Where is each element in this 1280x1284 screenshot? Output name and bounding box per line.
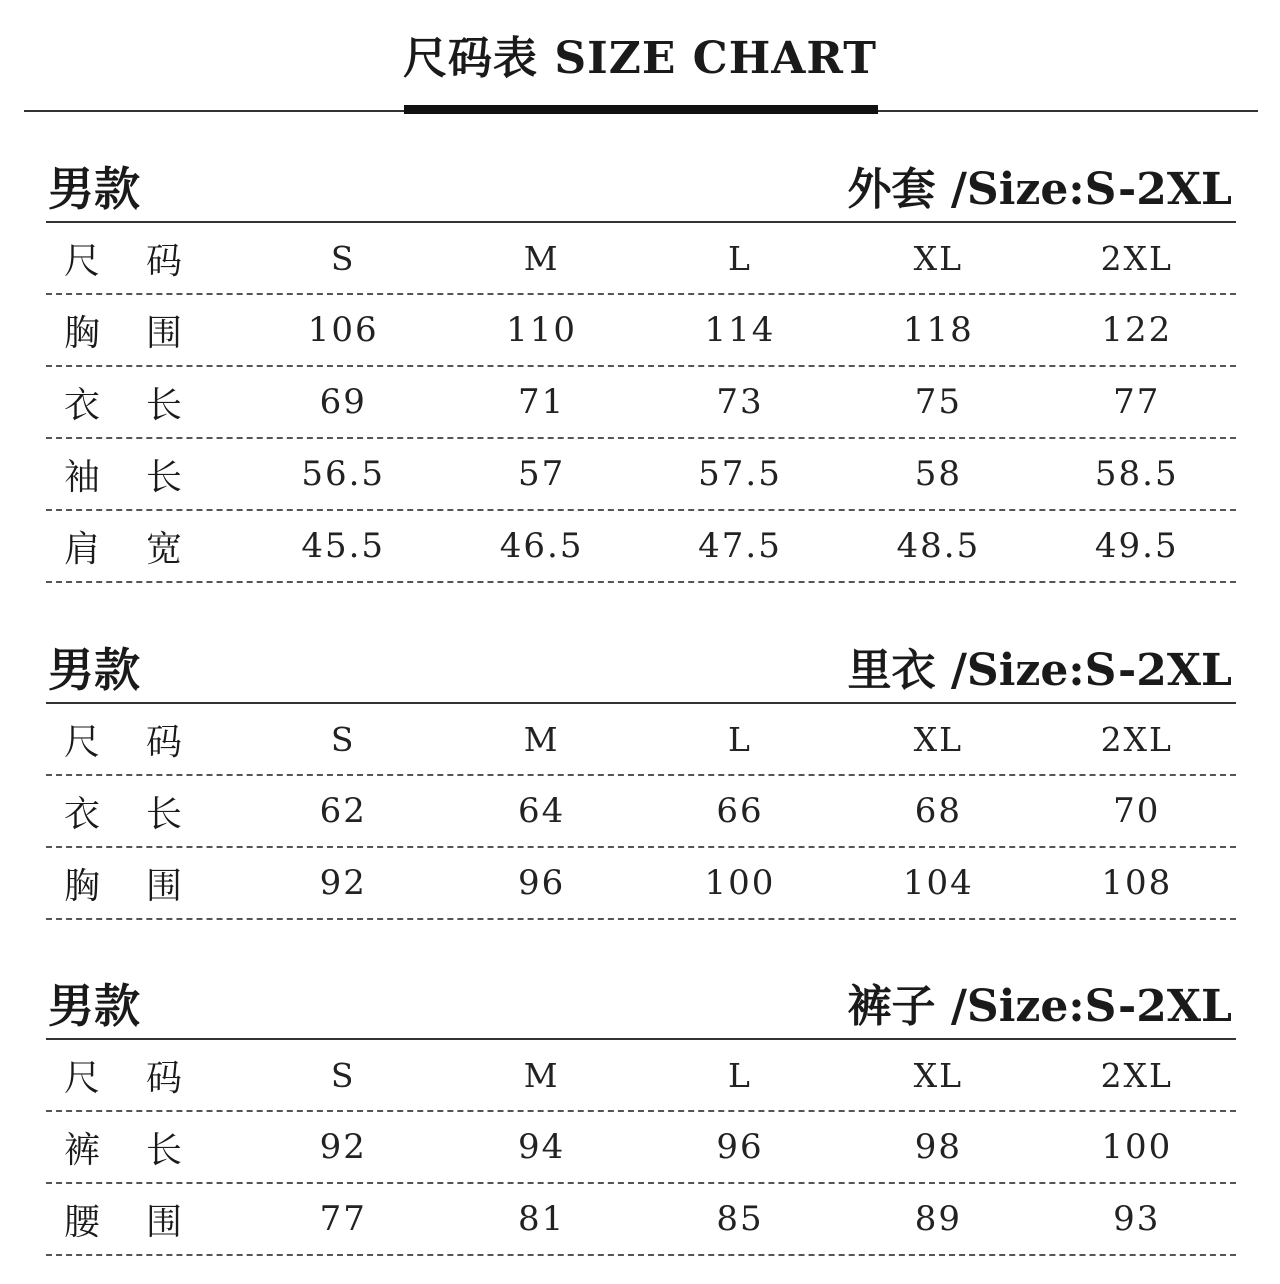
row-label xyxy=(46,1122,244,1173)
table-row xyxy=(46,367,1236,439)
table-cell: 85 xyxy=(716,1199,764,1239)
table-cell: 96 xyxy=(716,1127,764,1167)
row-label xyxy=(46,233,244,284)
table-cell: 110 xyxy=(506,310,578,350)
row-label xyxy=(46,449,244,500)
row-label-char: 尺 xyxy=(64,1057,101,1099)
size-header-cell: S xyxy=(330,719,356,759)
section-garment-label: 外套 /Size:S-2XL xyxy=(847,164,1232,215)
row-label-char: 长 xyxy=(146,384,183,426)
table-cell: 70 xyxy=(1113,791,1161,831)
table-row xyxy=(46,1112,1236,1184)
section-garment-label: 里衣 /Size:S-2XL xyxy=(847,645,1232,696)
table-header-row xyxy=(46,704,1236,776)
table-cell: 98 xyxy=(914,1127,963,1167)
section-gender-label: 男款 xyxy=(48,979,140,1033)
row-label-char: 码 xyxy=(146,240,183,282)
table-row xyxy=(46,848,1236,920)
size-header-cell: L xyxy=(728,238,752,278)
row-label xyxy=(46,858,244,909)
table-cell: 114 xyxy=(704,310,776,350)
row-label-char: 围 xyxy=(146,1201,183,1243)
size-header-cell: M xyxy=(523,719,560,759)
row-label-char: 宽 xyxy=(146,528,183,570)
table-header-row xyxy=(46,223,1236,295)
size-header-cell: 2XL xyxy=(1100,1055,1173,1095)
size-header-cell: XL xyxy=(913,1055,964,1095)
table-cell: 47.5 xyxy=(698,526,782,566)
row-label xyxy=(46,305,244,356)
row-label-char: 袖 xyxy=(64,456,101,498)
table-cell: 77 xyxy=(319,1199,367,1239)
table-cell: 69 xyxy=(319,382,367,422)
size-header-cell: S xyxy=(330,238,356,278)
row-label-char: 衣 xyxy=(64,384,101,426)
row-label xyxy=(46,1194,244,1245)
row-label-char: 长 xyxy=(146,793,183,835)
title-underline-bar xyxy=(404,105,878,114)
table-cell: 94 xyxy=(517,1127,566,1167)
row-label-char: 腰 xyxy=(64,1201,101,1243)
table-cell: 93 xyxy=(1113,1199,1161,1239)
table-cell: 49.5 xyxy=(1094,526,1179,566)
row-label-char: 衣 xyxy=(64,793,101,835)
table-cell: 66 xyxy=(716,791,764,831)
size-section-pants xyxy=(46,962,1236,1256)
table-cell: 57.5 xyxy=(698,454,782,494)
table-cell: 100 xyxy=(1101,1127,1173,1167)
table-cell: 106 xyxy=(307,310,379,350)
size-header-cell: XL xyxy=(913,719,964,759)
table-header-row xyxy=(46,1040,1236,1112)
size-section-inner xyxy=(46,626,1236,920)
table-cell: 71 xyxy=(517,382,566,422)
row-label-char: 码 xyxy=(146,1057,183,1099)
table-cell: 108 xyxy=(1101,863,1173,903)
table-cell: 56.5 xyxy=(301,454,386,494)
table-row xyxy=(46,776,1236,848)
table-cell: 57 xyxy=(517,454,566,494)
section-gender-label: 男款 xyxy=(48,162,140,216)
section-gender-label: 男款 xyxy=(48,643,140,697)
table-cell: 58.5 xyxy=(1094,454,1179,494)
row-label-char: 围 xyxy=(146,312,183,354)
table-cell: 62 xyxy=(319,791,367,831)
table-cell: 48.5 xyxy=(896,526,981,566)
section-garment-label: 裤子 /Size:S-2XL xyxy=(847,981,1232,1032)
size-header-cell: 2XL xyxy=(1100,719,1173,759)
table-cell: 96 xyxy=(517,863,566,903)
size-header-cell: M xyxy=(523,1055,560,1095)
table-cell: 45.5 xyxy=(301,526,386,566)
section-header xyxy=(46,962,1236,1040)
size-header-cell: 2XL xyxy=(1100,238,1173,278)
table-cell: 64 xyxy=(517,791,566,831)
row-label xyxy=(46,714,244,765)
size-header-cell: XL xyxy=(913,238,964,278)
page-title: 尺码表 SIZE CHART xyxy=(403,33,877,84)
row-label-char: 长 xyxy=(146,456,183,498)
row-label xyxy=(46,377,244,428)
size-header-cell: L xyxy=(728,719,752,759)
row-label-char: 尺 xyxy=(64,721,101,763)
section-header xyxy=(46,145,1236,223)
row-label-char: 肩 xyxy=(64,528,101,570)
row-label xyxy=(46,786,244,837)
row-label-char: 胸 xyxy=(64,865,101,907)
table-cell: 81 xyxy=(517,1199,566,1239)
row-label-char: 码 xyxy=(146,721,183,763)
row-label-char: 长 xyxy=(146,1129,183,1171)
table-cell: 75 xyxy=(914,382,963,422)
row-label-char: 裤 xyxy=(64,1129,101,1171)
table-row xyxy=(46,1184,1236,1256)
table-cell: 122 xyxy=(1101,310,1173,350)
table-cell: 118 xyxy=(902,310,974,350)
size-header-cell: L xyxy=(728,1055,752,1095)
row-label xyxy=(46,1050,244,1101)
table-row xyxy=(46,511,1236,583)
table-cell: 92 xyxy=(319,863,367,903)
table-cell: 73 xyxy=(716,382,764,422)
table-cell: 104 xyxy=(902,863,974,903)
table-cell: 77 xyxy=(1113,382,1161,422)
table-cell: 92 xyxy=(319,1127,367,1167)
size-header-cell: M xyxy=(523,238,560,278)
table-cell: 100 xyxy=(704,863,776,903)
table-cell: 68 xyxy=(914,791,963,831)
table-cell: 89 xyxy=(914,1199,963,1239)
table-row xyxy=(46,439,1236,511)
table-cell: 46.5 xyxy=(499,526,584,566)
size-section-jacket xyxy=(46,145,1236,583)
row-label xyxy=(46,521,244,572)
row-label-char: 胸 xyxy=(64,312,101,354)
section-header xyxy=(46,626,1236,704)
table-row xyxy=(46,295,1236,367)
row-label-char: 尺 xyxy=(64,240,101,282)
table-cell: 58 xyxy=(914,454,963,494)
row-label-char: 围 xyxy=(146,865,183,907)
size-header-cell: S xyxy=(330,1055,356,1095)
